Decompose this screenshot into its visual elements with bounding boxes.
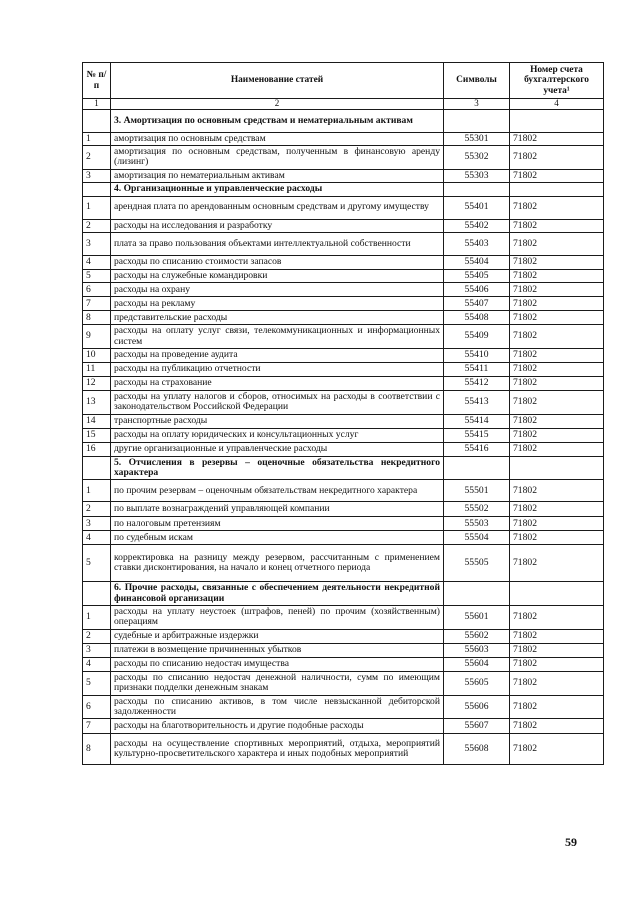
table-row — [83, 606, 604, 630]
row-number-cell: 5 — [83, 671, 111, 695]
column-index-cell: 1 — [83, 99, 111, 110]
row-symbol-cell: 55411 — [444, 362, 510, 376]
header-name: Наименование статей — [111, 63, 444, 99]
row-symbol-cell: 55405 — [444, 269, 510, 282]
row-account-cell: 71802 — [510, 297, 604, 311]
section-row — [83, 109, 604, 132]
row-name-cell: расходы на публикацию отчетности — [111, 362, 444, 376]
row-symbol-cell: 55402 — [444, 219, 510, 232]
row-name-cell: расходы на уплату налогов и сборов, относимых на расходы в соответствии с законодательством Российской Федерации — [111, 390, 444, 414]
column-index-cell: 2 — [111, 99, 444, 110]
section-row — [83, 582, 604, 606]
row-name-cell: расходы на исследования и разработку — [111, 219, 444, 232]
row-name-cell: расходы на страхование — [111, 376, 444, 390]
row-name-cell: расходы на проведение аудита — [111, 348, 444, 362]
table-row — [83, 531, 604, 545]
row-number-cell: 2 — [83, 219, 111, 232]
row-symbol-cell: 55504 — [444, 531, 510, 545]
row-account-cell: 71802 — [510, 695, 604, 719]
row-number-cell: 3 — [83, 169, 111, 182]
table-row — [83, 657, 604, 671]
table-row — [83, 502, 604, 517]
row-number-cell: 1 — [83, 132, 111, 145]
row-symbol-cell: 55407 — [444, 297, 510, 311]
section-row — [83, 183, 604, 196]
table-row — [83, 695, 604, 719]
row-name-cell: по налоговым претензиям — [111, 517, 444, 531]
table-row — [83, 671, 604, 695]
row-symbol-cell: 55409 — [444, 325, 510, 349]
row-name-cell: расходы на оплату услуг связи, телекоммуникационных и информационных систем — [111, 325, 444, 349]
row-number-cell: 2 — [83, 502, 111, 517]
row-account-cell: 71802 — [510, 255, 604, 269]
table-row — [83, 219, 604, 232]
table-row — [83, 269, 604, 282]
row-number-cell: 9 — [83, 325, 111, 349]
row-name-cell: расходы на охрану — [111, 283, 444, 297]
row-account-cell: 71802 — [510, 169, 604, 182]
header-symbols: Символы — [444, 63, 510, 99]
row-number-cell: 5 — [83, 269, 111, 282]
table-row — [83, 146, 604, 170]
row-symbol-cell: 55606 — [444, 695, 510, 719]
row-number-cell: 10 — [83, 348, 111, 362]
row-account-cell: 71802 — [510, 232, 604, 255]
row-symbol-cell: 55301 — [444, 132, 510, 145]
table-row — [83, 719, 604, 734]
table-row — [83, 283, 604, 297]
row-number-cell: 4 — [83, 255, 111, 269]
row-account-cell: 71802 — [510, 196, 604, 219]
row-account-cell: 71802 — [510, 671, 604, 695]
row-symbol-cell: 55607 — [444, 719, 510, 734]
row-name-cell: судебные и арбитражные издержки — [111, 629, 444, 643]
row-symbol-cell: 55604 — [444, 657, 510, 671]
row-number-cell: 6 — [83, 283, 111, 297]
row-number-cell: 3 — [83, 232, 111, 255]
row-account-cell: 71802 — [510, 517, 604, 531]
row-number-cell — [83, 456, 111, 480]
row-account-cell: 71802 — [510, 480, 604, 502]
table-row — [83, 643, 604, 657]
column-index-cell: 4 — [510, 99, 604, 110]
row-number-cell: 1 — [83, 480, 111, 502]
row-account-cell: 71802 — [510, 606, 604, 630]
header-account: Номер счета бухгалтерского учета¹ — [510, 63, 604, 99]
row-name-cell: по выплате вознаграждений управляющей компании — [111, 502, 444, 517]
row-number-cell: 11 — [83, 362, 111, 376]
row-number-cell: 3 — [83, 643, 111, 657]
row-symbol-cell: 55501 — [444, 480, 510, 502]
row-account-cell: 71802 — [510, 414, 604, 428]
row-number-cell: 12 — [83, 376, 111, 390]
row-number-cell: 7 — [83, 297, 111, 311]
row-name-cell: арендная плата по арендованным основным средствам и другому имуществу — [111, 196, 444, 219]
row-account-cell — [510, 456, 604, 480]
row-account-cell: 71802 — [510, 390, 604, 414]
row-number-cell: 3 — [83, 517, 111, 531]
row-account-cell: 71802 — [510, 348, 604, 362]
row-account-cell: 71802 — [510, 376, 604, 390]
row-symbol-cell: 55403 — [444, 232, 510, 255]
row-number-cell: 4 — [83, 657, 111, 671]
section-row — [83, 456, 604, 480]
row-account-cell: 71802 — [510, 269, 604, 282]
row-name-cell: другие организационные и управленческие расходы — [111, 442, 444, 456]
row-account-cell — [510, 109, 604, 132]
table-row — [83, 517, 604, 531]
row-number-cell — [83, 582, 111, 606]
row-number-cell: 5 — [83, 545, 111, 582]
row-account-cell: 71802 — [510, 545, 604, 582]
table-row — [83, 414, 604, 428]
row-account-cell: 71802 — [510, 362, 604, 376]
row-name-cell: расходы по списанию активов, в том числе невзысканной дебиторской задолженности — [111, 695, 444, 719]
row-number-cell: 14 — [83, 414, 111, 428]
table-body — [83, 109, 604, 765]
row-number-cell: 2 — [83, 146, 111, 170]
table-row — [83, 297, 604, 311]
row-symbol-cell: 55408 — [444, 311, 510, 325]
column-index-cell: 3 — [444, 99, 510, 110]
row-account-cell: 71802 — [510, 734, 604, 765]
row-name-cell: амортизация по основным средствам — [111, 132, 444, 145]
row-account-cell: 71802 — [510, 502, 604, 517]
row-name-cell: 6. Прочие расходы, связанные с обеспечением деятельности некредитной финансовой организации — [111, 582, 444, 606]
row-account-cell: 71802 — [510, 428, 604, 442]
row-number-cell: 1 — [83, 196, 111, 219]
row-name-cell: расходы на благотворительность и другие подобные расходы — [111, 719, 444, 734]
row-name-cell: представительские расходы — [111, 311, 444, 325]
row-name-cell: по судебным искам — [111, 531, 444, 545]
row-symbol-cell: 55412 — [444, 376, 510, 390]
row-name-cell: платежи в возмещение причиненных убытков — [111, 643, 444, 657]
row-symbol-cell: 55414 — [444, 414, 510, 428]
row-account-cell: 71802 — [510, 132, 604, 145]
row-symbol-cell — [444, 183, 510, 196]
row-number-cell — [83, 109, 111, 132]
row-name-cell: амортизация по основным средствам, полученным в финансовую аренду (лизинг) — [111, 146, 444, 170]
table-row — [83, 442, 604, 456]
row-account-cell: 71802 — [510, 643, 604, 657]
row-account-cell: 71802 — [510, 719, 604, 734]
row-symbol-cell: 55603 — [444, 643, 510, 657]
row-account-cell: 71802 — [510, 325, 604, 349]
row-symbol-cell: 55410 — [444, 348, 510, 362]
row-account-cell: 71802 — [510, 146, 604, 170]
row-account-cell: 71802 — [510, 442, 604, 456]
table-row — [83, 311, 604, 325]
row-name-cell: расходы на оплату юридических и консультационных услуг — [111, 428, 444, 442]
row-symbol-cell: 55416 — [444, 442, 510, 456]
row-symbol-cell: 55415 — [444, 428, 510, 442]
header-num: № п/п — [83, 63, 111, 99]
row-symbol-cell: 55303 — [444, 169, 510, 182]
row-name-cell: расходы на осуществление спортивных мероприятий, отдыха, мероприятий культурно-просветительского характера и иных подобных мероприятий — [111, 734, 444, 765]
row-name-cell: корректировка на разницу между резервом, рассчитанным с применением ставки дисконтирования, на начало и конец отчетного периода — [111, 545, 444, 582]
page-number: 59 — [565, 835, 577, 849]
table-row — [83, 480, 604, 502]
table-row — [83, 629, 604, 643]
row-name-cell: транспортные расходы — [111, 414, 444, 428]
row-symbol-cell: 55601 — [444, 606, 510, 630]
row-symbol-cell: 55302 — [444, 146, 510, 170]
row-symbol-cell: 55505 — [444, 545, 510, 582]
table-row — [83, 196, 604, 219]
table-row — [83, 132, 604, 145]
row-name-cell: 3. Амортизация по основным средствам и нематериальным активам — [111, 109, 444, 132]
accounts-table — [82, 62, 604, 765]
row-name-cell: расходы на служебные командировки — [111, 269, 444, 282]
row-account-cell: 71802 — [510, 283, 604, 297]
table-row — [83, 376, 604, 390]
table-row — [83, 169, 604, 182]
row-symbol-cell: 55502 — [444, 502, 510, 517]
row-name-cell: расходы на уплату неустоек (штрафов, пеней) по прочим (хозяйственным) операциям — [111, 606, 444, 630]
row-number-cell: 1 — [83, 606, 111, 630]
table-row — [83, 348, 604, 362]
table-row — [83, 545, 604, 582]
row-name-cell: амортизация по нематериальным активам — [111, 169, 444, 182]
row-account-cell: 71802 — [510, 657, 604, 671]
row-number-cell: 8 — [83, 734, 111, 765]
column-index-row — [83, 99, 604, 110]
row-symbol-cell: 55605 — [444, 671, 510, 695]
row-number-cell: 6 — [83, 695, 111, 719]
table-row — [83, 734, 604, 765]
row-account-cell: 71802 — [510, 219, 604, 232]
row-account-cell — [510, 582, 604, 606]
row-name-cell: плата за право пользования объектами интеллектуальной собственности — [111, 232, 444, 255]
row-account-cell — [510, 183, 604, 196]
row-account-cell: 71802 — [510, 629, 604, 643]
table-row — [83, 232, 604, 255]
row-name-cell: расходы по списанию недостач денежной наличности, сумм по имеющим признаки подделки денежным знакам — [111, 671, 444, 695]
row-symbol-cell: 55401 — [444, 196, 510, 219]
row-number-cell: 2 — [83, 629, 111, 643]
row-symbol-cell — [444, 582, 510, 606]
row-name-cell: расходы по списанию недостач имущества — [111, 657, 444, 671]
row-name-cell: 4. Организационные и управленческие расходы — [111, 183, 444, 196]
table-row — [83, 428, 604, 442]
row-name-cell: расходы по списанию стоимости запасов — [111, 255, 444, 269]
row-symbol-cell: 55404 — [444, 255, 510, 269]
table-row — [83, 325, 604, 349]
row-symbol-cell: 55413 — [444, 390, 510, 414]
row-name-cell: по прочим резервам – оценочным обязательствам некредитного характера — [111, 480, 444, 502]
table-row — [83, 390, 604, 414]
row-account-cell: 71802 — [510, 311, 604, 325]
table-row — [83, 362, 604, 376]
row-symbol-cell: 55406 — [444, 283, 510, 297]
row-symbol-cell — [444, 109, 510, 132]
row-symbol-cell — [444, 456, 510, 480]
row-number-cell — [83, 183, 111, 196]
row-symbol-cell: 55602 — [444, 629, 510, 643]
row-number-cell: 13 — [83, 390, 111, 414]
row-account-cell: 71802 — [510, 531, 604, 545]
row-name-cell: расходы на рекламу — [111, 297, 444, 311]
row-number-cell: 7 — [83, 719, 111, 734]
row-number-cell: 16 — [83, 442, 111, 456]
row-number-cell: 8 — [83, 311, 111, 325]
row-name-cell: 5. Отчисления в резервы – оценочные обязательства некредитного характера — [111, 456, 444, 480]
row-symbol-cell: 55608 — [444, 734, 510, 765]
row-number-cell: 4 — [83, 531, 111, 545]
row-number-cell: 15 — [83, 428, 111, 442]
row-symbol-cell: 55503 — [444, 517, 510, 531]
table-row — [83, 255, 604, 269]
table-header-row — [83, 63, 604, 99]
